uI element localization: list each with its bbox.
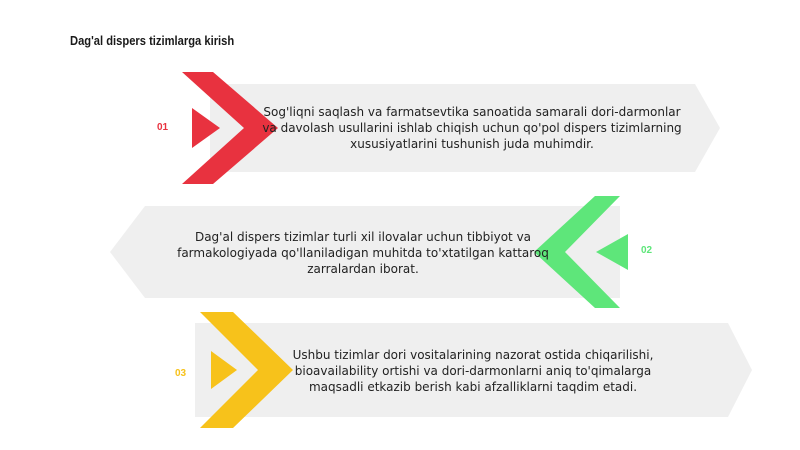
step-text-1: Sog'liqni saqlash va farmatsevtika sanoatida samarali dori-darmonlar va davolash usullarini ishlab chiqish uchun qo'pol dispers tizimlarning xususiyatlarini tushunish juda muhimdir. xyxy=(262,105,682,151)
step-number-1: 01 xyxy=(157,122,169,133)
step-number-2: 02 xyxy=(641,245,653,256)
step-text-2: Dag'al dispers tizimlar turli xil ilovalar uchun tibbiyot va farmakologiyada qo'llaniladigan muhitda to'xtatilgan kattaroq zarralardan iborat. xyxy=(177,230,549,276)
step-text-3: Ushbu tizimlar dori vositalarining nazorat ostida chiqarilishi, bioavailability ortishi va dori-darmonlarni aniq to'qimalarga maqsadli etkazib berish kabi afzalliklarni taqdim etadi. xyxy=(292,348,654,394)
page-title: Dag'al dispers tizimlarga kirish xyxy=(70,33,235,48)
step-number-3: 03 xyxy=(175,368,187,379)
